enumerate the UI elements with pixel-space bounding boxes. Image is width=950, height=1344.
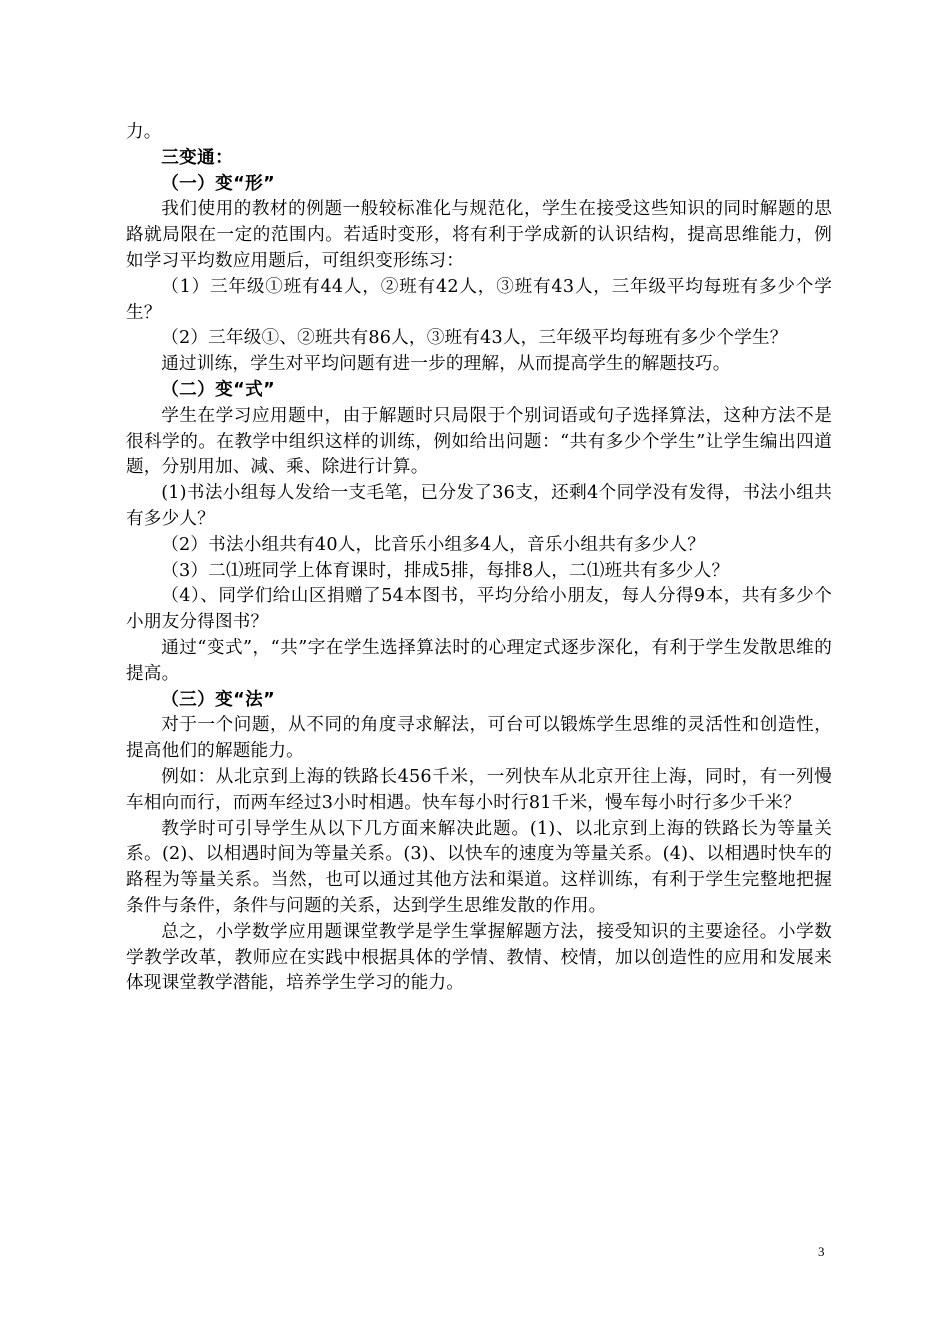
paragraph: 通过训练，学生对平均问题有进一步的理解，从而提高学生的解题技巧。 (161, 354, 731, 375)
example-item: （2）三年级①、②班共有86人，③班有43人，三年级平均每班有多少个学生？ (161, 328, 788, 349)
subsection-heading: （二）变“式” (161, 379, 276, 400)
page-number: 3 (818, 1244, 825, 1259)
conclusion-paragraph: 总之，小学数学应用题课堂教学是学生掌握解题方法，接受知识的主要途径。小学数学教学改革，教师应在实践中根据具体的学情、教情、校情，加以创造性的应用和发展来体现课堂教学潜能，培养学生学习的能力。 (126, 921, 832, 994)
subsection-heading: （一）变“形” (161, 173, 276, 194)
subsection-heading: （三）变“法” (161, 689, 276, 710)
example-item: （2）书法小组共有40人，比音乐小组多4人，音乐小组共有多少人？ (161, 534, 705, 555)
paragraph: 学生在学习应用题中，由于解题时只局限于个别词语或句子选择算法，这种方法不是很科学的。在教学中组织这样的训练，例如给出问题：“共有多少个学生”让学生编出四道题，分别用加、减、乘、除进行计算。 (126, 405, 832, 478)
example-problem: 例如：从北京到上海的铁路长456千米，一列快车从北京开往上海，同时，有一列慢车相向而行，而两车经过3小时相遇。快车每小时行81千米，慢车每小时行多少千米？ (126, 766, 832, 813)
example-item: （3）二⑴班同学上体育课时，排成5排，每排8人，二⑴班共有多少人？ (161, 560, 730, 581)
paragraph: 教学时可引导学生从以下几方面来解决此题。(1)、以北京到上海的铁路长为等量关系。(2)、以相遇时间为等量关系。(3)、以快车的速度为等量关系。(4)、以相遇时快车的路程为等量关系。当然，也可以通过其他方法和渠道。这样训练，有利于学生完整地把握条件与条件，条件与问题的关系，达到学生思维发散的作用。 (126, 818, 832, 916)
paragraph: 对于一个问题，从不同的角度寻求解法，可台可以锻炼学生思维的灵活性和创造性，提高他们的解题能力。 (126, 715, 832, 762)
example-item: （4）、同学们给山区捐赠了54本图书，平均分给小朋友，每人分得9本，共有多少个小朋友分得图书？ (126, 586, 832, 633)
paragraph: 通过“变式”，“共”字在学生选择算法时的心理定式逐步深化，有利于学生发散思维的提高。 (126, 637, 832, 684)
document-body (126, 120, 832, 997)
paragraph-continuation: 力。 (126, 122, 162, 142)
section-heading: 三变通： (161, 147, 234, 168)
example-item: (1)书法小组每人发给一支毛笔，已分发了36支，还剩4个同学没有发得，书法小组共有多少人？ (126, 483, 832, 529)
example-item: （1）三年级①班有44人，②班有42人，③班有43人，三年级平均每班有多少个学生？ (126, 276, 832, 323)
paragraph: 我们使用的教材的例题一般较标准化与规范化，学生在接受这些知识的同时解题的思路就局限在一定的范围内。若适时变形，将有利于学成新的认识结构，提高思维能力，例如学习平均数应用题后，可组织变形练习： (126, 199, 832, 271)
